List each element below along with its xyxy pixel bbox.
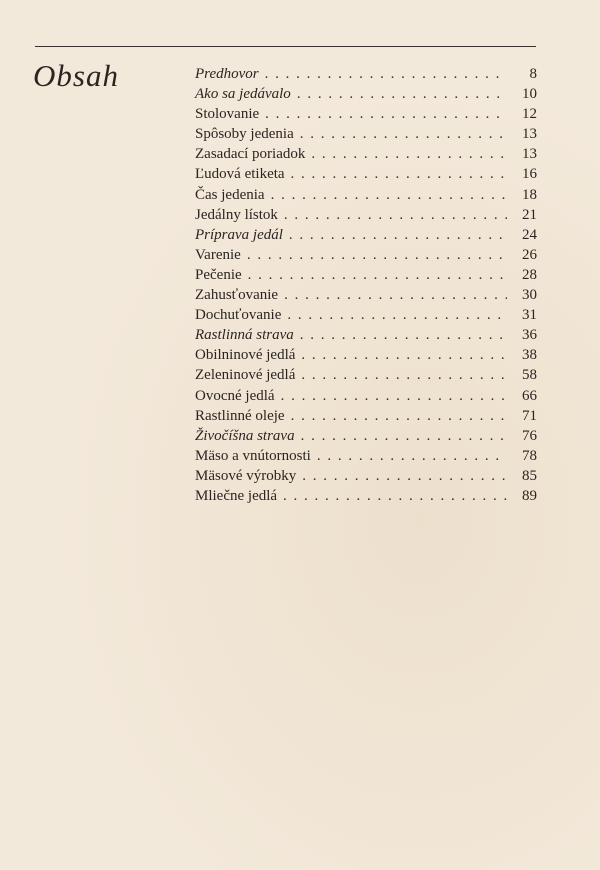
toc-entry-page-number: 12 (522, 106, 537, 123)
page-title: Obsah (33, 58, 119, 93)
toc-entry-page-number: 8 (529, 66, 537, 82)
toc-entry-title: Dochuťovanie (195, 307, 282, 324)
toc-entry-page-number: 58 (522, 367, 537, 384)
dot-leader (281, 386, 507, 406)
dot-leader (291, 406, 507, 426)
toc-entry-page-number: 78 (522, 447, 537, 464)
dot-leader (289, 225, 507, 245)
toc-entry-page-number: 31 (522, 307, 537, 324)
toc-entry-title: Mäsové výrobky (195, 467, 297, 484)
toc-entry-page-number: 13 (522, 146, 537, 163)
toc-entry-page-number: 38 (522, 347, 537, 364)
toc-entry (195, 446, 537, 466)
toc-entry-title: Zasadací poriadok (195, 146, 306, 163)
toc-entry-title: Pečenie (195, 266, 242, 283)
dot-leader (265, 64, 507, 84)
toc-entry-page-number: 24 (522, 226, 537, 243)
toc-entry-title: Ako sa jedávalo (195, 86, 291, 103)
dot-leader (300, 325, 507, 345)
toc-entry-page-number: 18 (522, 186, 537, 203)
toc-entry-title: Mäso a vnútornosti (195, 447, 311, 464)
toc-entry (195, 466, 537, 486)
toc-entry-page-number: 85 (522, 467, 537, 484)
dot-leader (301, 426, 507, 446)
dot-leader (300, 124, 507, 144)
dot-leader (291, 164, 507, 184)
dot-leader (284, 285, 507, 305)
dot-leader (311, 144, 507, 164)
toc-entry (195, 265, 537, 285)
toc-entry (195, 205, 537, 225)
dot-leader (283, 486, 507, 506)
toc-entry (195, 84, 537, 104)
dot-leader (301, 345, 507, 365)
toc-entry-page-number: 76 (522, 427, 537, 444)
toc-entry (195, 104, 537, 124)
dot-leader (317, 446, 507, 466)
toc-entry (195, 365, 537, 385)
dot-leader (302, 466, 507, 486)
toc-entry-page-number: 66 (522, 387, 537, 404)
toc-entry (195, 285, 537, 305)
toc-entry-page-number: 28 (522, 266, 537, 283)
toc-entry-title: Rastlinná strava (195, 327, 294, 344)
toc-entry-title: Varenie (195, 246, 241, 263)
toc-entry (195, 426, 537, 446)
toc-entry-page-number: 16 (522, 166, 537, 183)
toc-entry-title: Ovocné jedlá (195, 387, 275, 404)
toc-entry-title: Predhovor (195, 66, 259, 82)
toc-entry-title: Príprava jedál (195, 226, 283, 243)
toc-entry-page-number: 36 (522, 327, 537, 344)
toc-entry-page-number: 13 (522, 126, 537, 143)
toc-entry (195, 124, 537, 144)
toc-entry (195, 164, 537, 184)
toc-entry (195, 185, 537, 205)
toc-entry-title: Rastlinné oleje (195, 407, 285, 424)
dot-leader (287, 305, 507, 325)
toc-entry-title: Stolovanie (195, 106, 260, 123)
toc-entry-page-number: 30 (522, 287, 537, 304)
toc-entry-title: Čas jedenia (195, 186, 265, 203)
toc-entry-title: Zeleninové jedlá (195, 367, 296, 384)
toc-entry (195, 406, 537, 426)
dot-leader (297, 84, 507, 104)
dot-leader (271, 185, 507, 205)
toc-entry-title: Mliečne jedlá (195, 487, 278, 504)
toc-entry (195, 486, 537, 506)
dot-leader (284, 205, 507, 225)
toc-entry-title: Zahusťovanie (195, 287, 279, 304)
dot-leader (247, 245, 507, 265)
toc-entry (195, 325, 537, 345)
toc-entry (195, 386, 537, 406)
toc-entry (195, 225, 537, 245)
dot-leader (265, 104, 507, 124)
toc-entry-page-number: 26 (522, 246, 537, 263)
top-rule (35, 46, 536, 47)
toc-entry-page-number: 21 (522, 206, 537, 223)
table-of-contents (195, 64, 537, 506)
toc-entry-title: Spôsoby jedenia (195, 126, 294, 143)
toc-entry-title: Ľudová etiketa (195, 166, 285, 183)
toc-entry (195, 345, 537, 365)
toc-entry (195, 245, 537, 265)
toc-entry-page-number: 89 (522, 487, 537, 504)
toc-entry-title: Živočíšna strava (195, 427, 295, 444)
toc-entry-title: Obilninové jedlá (195, 347, 296, 364)
dot-leader (301, 365, 507, 385)
toc-entry (195, 64, 537, 84)
toc-entry-page-number: 10 (522, 86, 537, 103)
toc-entry-page-number: 71 (522, 407, 537, 424)
dot-leader (248, 265, 507, 285)
toc-entry (195, 305, 537, 325)
toc-entry-title: Jedálny lístok (195, 206, 278, 223)
toc-entry (195, 144, 537, 164)
